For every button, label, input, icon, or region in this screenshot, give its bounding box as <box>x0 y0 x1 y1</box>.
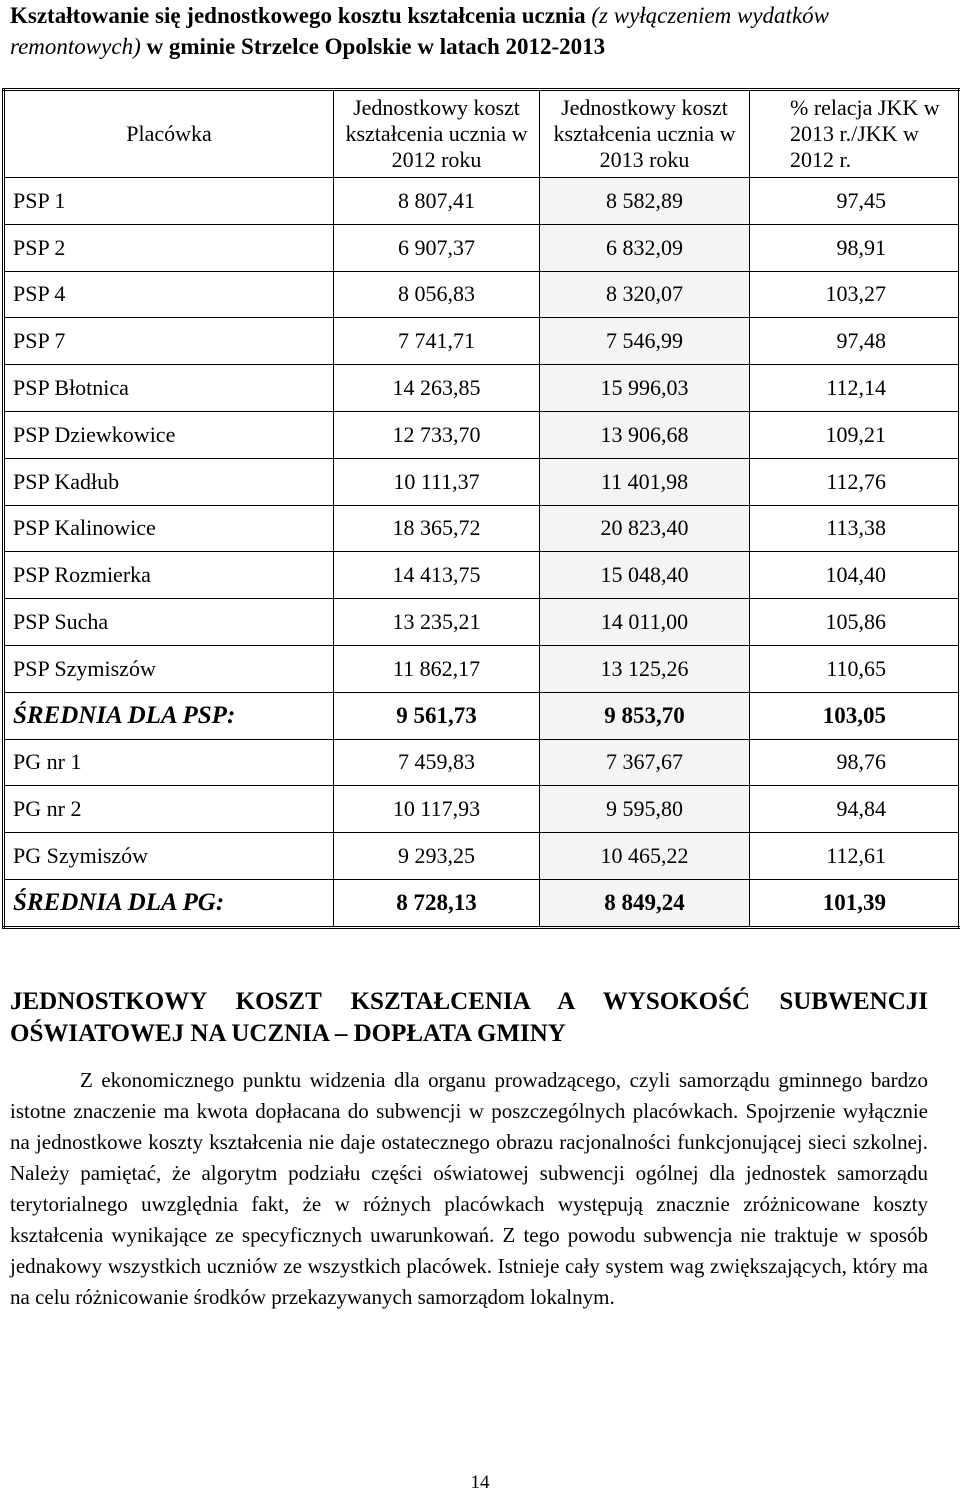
cell-cost-2013: 8 320,07 <box>540 271 750 318</box>
cell-cost-2012: 11 862,17 <box>334 645 540 692</box>
caption-text-end: w gminie Strzelce Opolskie w latach 2012-2013 <box>140 34 606 59</box>
cell-cost-2013: 13 906,68 <box>540 411 750 458</box>
cell-facility-name: PSP Błotnica <box>4 365 334 412</box>
cell-cost-2012: 10 111,37 <box>334 458 540 505</box>
cell-cost-2013: 14 011,00 <box>540 599 750 646</box>
cell-cost-2012: 9 561,73 <box>334 692 540 739</box>
cell-cost-2013: 15 048,40 <box>540 552 750 599</box>
cell-cost-2013: 9 595,80 <box>540 786 750 833</box>
table-row <box>4 224 960 271</box>
cell-cost-2013: 20 823,40 <box>540 505 750 552</box>
caption-text-italic: (z wyłączeniem wydatków remontowych) <box>10 3 829 59</box>
caption-text-start: Kształtowanie się jednostkowego kosztu kształcenia ucznia <box>10 3 592 28</box>
header-facility: Placówka <box>4 90 334 178</box>
table-row <box>4 739 960 786</box>
cell-facility-name: PSP Kalinowice <box>4 505 334 552</box>
cell-cost-2013: 7 367,67 <box>540 739 750 786</box>
table-row <box>4 411 960 458</box>
cell-cost-2012: 6 907,37 <box>334 224 540 271</box>
cell-percent-ratio: 112,76 <box>750 458 960 505</box>
cell-percent-ratio: 97,48 <box>750 318 960 365</box>
cell-percent-ratio: 110,65 <box>750 645 960 692</box>
cell-cost-2012: 12 733,70 <box>334 411 540 458</box>
table-header-row <box>4 90 960 178</box>
cell-cost-2013: 7 546,99 <box>540 318 750 365</box>
table-row <box>4 458 960 505</box>
cell-facility-name: PSP Dziewkowice <box>4 411 334 458</box>
cell-percent-ratio: 103,27 <box>750 271 960 318</box>
table-row <box>4 552 960 599</box>
cell-cost-2012: 14 263,85 <box>334 365 540 412</box>
header-cost-2013: Jednostkowy koszt kształcenia ucznia w 2013 roku <box>540 90 750 178</box>
cell-facility-name: PSP 1 <box>4 178 334 225</box>
cell-percent-ratio: 112,61 <box>750 833 960 880</box>
cell-cost-2013: 8 582,89 <box>540 178 750 225</box>
cell-facility-name: PSP Szymiszów <box>4 645 334 692</box>
table-summary-row <box>4 879 960 927</box>
cell-facility-name: ŚREDNIA DLA PSP: <box>4 692 334 739</box>
cell-facility-name: PSP Kadłub <box>4 458 334 505</box>
cell-cost-2013: 9 853,70 <box>540 692 750 739</box>
cell-percent-ratio: 105,86 <box>750 599 960 646</box>
cell-facility-name: ŚREDNIA DLA PG: <box>4 879 334 927</box>
cell-cost-2013: 15 996,03 <box>540 365 750 412</box>
cell-cost-2013: 10 465,22 <box>540 833 750 880</box>
cell-percent-ratio: 109,21 <box>750 411 960 458</box>
table-row <box>4 833 960 880</box>
cell-facility-name: PG Szymiszów <box>4 833 334 880</box>
cost-table <box>2 88 960 929</box>
cell-percent-ratio: 112,14 <box>750 365 960 412</box>
table-caption <box>10 0 945 62</box>
table-row <box>4 599 960 646</box>
cell-facility-name: PSP 7 <box>4 318 334 365</box>
table-row <box>4 271 960 318</box>
cell-cost-2012: 7 459,83 <box>334 739 540 786</box>
body-paragraph: Z ekonomicznego punktu widzenia dla organu prowadzącego, czyli samorządu gminnego bardzo istotne znaczenie ma kwota dopłacana do subwencji w poszczególnych placówkach. Spojrzenie wyłącznie na jednostkowe koszty kształcenia nie daje ostatecznego obrazu racjonalności funkcjonującej sieci szkolnej. Należy pamiętać, że algorytm podziału części oświatowej subwencji ogólnej dla jednostek samorządu terytorialnego uwzględnia fakt, że w różnych placówkach występują znacznie zróżnicowane koszty kształcenia wynikające ze specyficznych uwarunkowań. Z tego powodu subwencja nie traktuje w sposób jednakowy wszystkich uczniów ze wszystkich placówek. Istnieje cały system wag zwiększających, który ma na celu różnicowanie środków przekazywanych samorządom lokalnym. <box>10 1068 928 1309</box>
cell-percent-ratio: 94,84 <box>750 786 960 833</box>
cell-cost-2012: 8 728,13 <box>334 879 540 927</box>
page-number: 14 <box>470 1472 490 1493</box>
cell-cost-2013: 13 125,26 <box>540 645 750 692</box>
cell-cost-2013: 6 832,09 <box>540 224 750 271</box>
header-percent-ratio <box>750 90 960 178</box>
table-row <box>4 645 960 692</box>
cell-cost-2012: 18 365,72 <box>334 505 540 552</box>
table-summary-row <box>4 692 960 739</box>
cell-cost-2012: 8 807,41 <box>334 178 540 225</box>
cell-cost-2012: 8 056,83 <box>334 271 540 318</box>
cell-percent-ratio: 101,39 <box>750 879 960 927</box>
cell-cost-2013: 8 849,24 <box>540 879 750 927</box>
cell-cost-2012: 10 117,93 <box>334 786 540 833</box>
cell-percent-ratio: 98,91 <box>750 224 960 271</box>
cell-percent-ratio: 97,45 <box>750 178 960 225</box>
table-row <box>4 318 960 365</box>
header-percent-ratio-text: % relacja JKK w 2013 r./JKK w 2012 r. <box>790 95 940 172</box>
cell-percent-ratio: 98,76 <box>750 739 960 786</box>
cell-facility-name: PSP 2 <box>4 224 334 271</box>
cell-percent-ratio: 104,40 <box>750 552 960 599</box>
table-row <box>4 178 960 225</box>
cell-cost-2012: 14 413,75 <box>334 552 540 599</box>
cell-percent-ratio: 113,38 <box>750 505 960 552</box>
cell-facility-name: PSP Sucha <box>4 599 334 646</box>
cell-facility-name: PSP Rozmierka <box>4 552 334 599</box>
cell-cost-2012: 7 741,71 <box>334 318 540 365</box>
table-row <box>4 786 960 833</box>
section-heading: JEDNOSTKOWY KOSZT KSZTAŁCENIA A WYSOKOŚĆ SUBWENCJI OŚWIATOWEJ NA UCZNIA – DOPŁATA GMINY <box>10 988 928 1047</box>
table-row <box>4 505 960 552</box>
cell-facility-name: PG nr 1 <box>4 739 334 786</box>
cell-cost-2013: 11 401,98 <box>540 458 750 505</box>
cell-cost-2012: 9 293,25 <box>334 833 540 880</box>
cell-facility-name: PSP 4 <box>4 271 334 318</box>
cell-facility-name: PG nr 2 <box>4 786 334 833</box>
table-row <box>4 365 960 412</box>
cell-cost-2012: 13 235,21 <box>334 599 540 646</box>
cell-percent-ratio: 103,05 <box>750 692 960 739</box>
header-cost-2012: Jednostkowy koszt kształcenia ucznia w 2012 roku <box>334 90 540 178</box>
